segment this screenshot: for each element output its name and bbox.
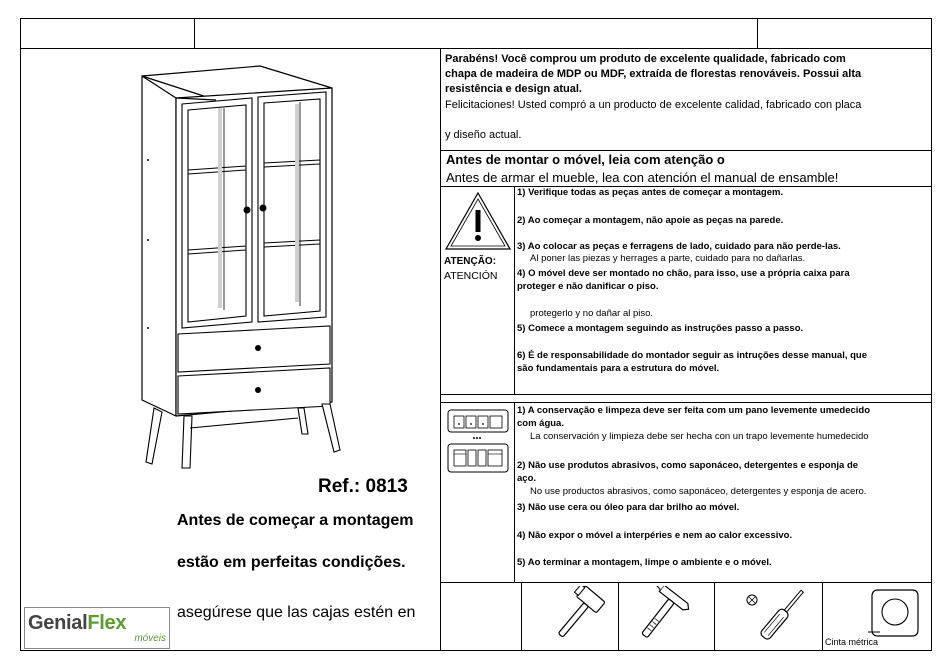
claw-hammer-icon [628,586,710,648]
intro-pt-line-3: resistência e design atual. [445,83,582,95]
tools-divider-2 [618,582,619,651]
tape-measure-icon [866,588,922,638]
care-divider [514,402,515,582]
care-item-3: 3) Não use cera ou óleo para dar brilho ao móvel. [517,502,740,513]
brand-logo [24,607,170,649]
attention-item-4-es: protegerlo y no dañar al piso. [530,308,654,319]
before-title-pt: Antes de montar o móvel, leia com atenção o [446,152,725,167]
tools-top-line [440,582,932,583]
intro-pt-line-1: Parabéns! Você comprou um produto de excelente qualidade, fabricado com [445,53,846,65]
product-es-line: asegúrese que las cajas estén en [177,604,416,621]
attention-item-5: 5) Comece a montagem seguindo as instruções passo a passo. [517,323,804,334]
care-item-1-cont: com água. [517,418,564,429]
attention-item-1: 1) Verifique todas as peças antes de começar a montagem. [517,187,784,198]
intro-es-line-2: y diseño actual. [445,129,522,141]
attention-item-3: 3) Ao colocar as peças e ferragens de lado, cuidado para não perde-las. [517,241,841,252]
product-pt-line-1: Antes de começar a montagem [177,512,414,529]
care-item-2-cont: aço. [517,473,537,484]
care-item-2: 2) Não use produtos abrasivos, como saponáceo, detergentes e esponja de [517,460,859,471]
care-item-1-es: La conservación y limpieza debe ser hecha con un trapo levemente humedecido [530,431,869,442]
product-pt-line-2: estão em perfeitas condições. [177,554,406,571]
intro-es-line-1: Felicitaciones! Usted compró a un producto de excelente calidad, fabricado con placa [445,99,862,111]
attention-label-pt: ATENÇÃO: [444,256,497,267]
care-item-5: 5) Ao terminar a montagem, limpe o ambiente e o móvel. [517,557,772,568]
product-ref: Ref.: 0813 [318,476,408,497]
brand-name-flex: Flex [87,612,127,634]
attention-label-es: ATENCIÓN [444,270,498,282]
attention-divider [514,186,515,394]
warning-triangle-icon [444,190,512,252]
attention-item-6-cont: são fundamentais para a estrutura do móvel. [517,363,720,374]
care-item-2-es: No use productos abrasivos, como saponáceo, detergentes y esponja de acero. [530,486,867,497]
attention-item-3-es: Al poner las piezas y herrages a parte, cuidado para no dañarlas. [530,253,806,264]
attention-bottom-line [440,394,932,395]
column-divider [440,48,441,651]
cleaning-illustration-icon [446,408,510,474]
before-title-es: Antes de armar el mueble, lea con atención el manual de ensamble! [446,170,839,185]
screwdriver-icon [742,584,816,648]
intro-bottom-line [440,150,932,151]
attention-item-4: 4) O móvel deve ser montado no chão, para isso, use a própria caixa para [517,268,850,279]
attention-item-4-cont: proteger e não danificar o piso. [517,281,659,292]
attention-item-6: 6) É de responsabilidade do montador seguir as intruções desse manual, que [517,350,868,361]
intro-pt-line-2: chapa de madeira de MDP ou MDF, extraída de florestas renováveis. Possui alta [445,68,862,80]
care-item-4: 4) Não expor o móvel a interpéries e nem ao calor excessivo. [517,530,793,541]
tape-measure-label: Cinta métrica [825,637,879,647]
care-item-1: 1) A conservação e limpeza deve ser feita com um pano levemente umedecido [517,405,871,416]
tools-divider-4 [822,582,823,651]
attention-item-2: 2) Ao começar a montagem, não apoie as peças na parede. [517,215,784,226]
tools-divider-3 [714,582,715,651]
hammer-icon [548,586,608,646]
header-divider-1 [194,18,195,48]
brand-name-genial: Genial [28,612,88,634]
cabinet-illustration [132,60,342,470]
header-bottom-line [20,48,932,49]
tools-divider-1 [521,582,522,651]
brand-sub: móveis [134,633,166,644]
header-divider-2 [757,18,758,48]
